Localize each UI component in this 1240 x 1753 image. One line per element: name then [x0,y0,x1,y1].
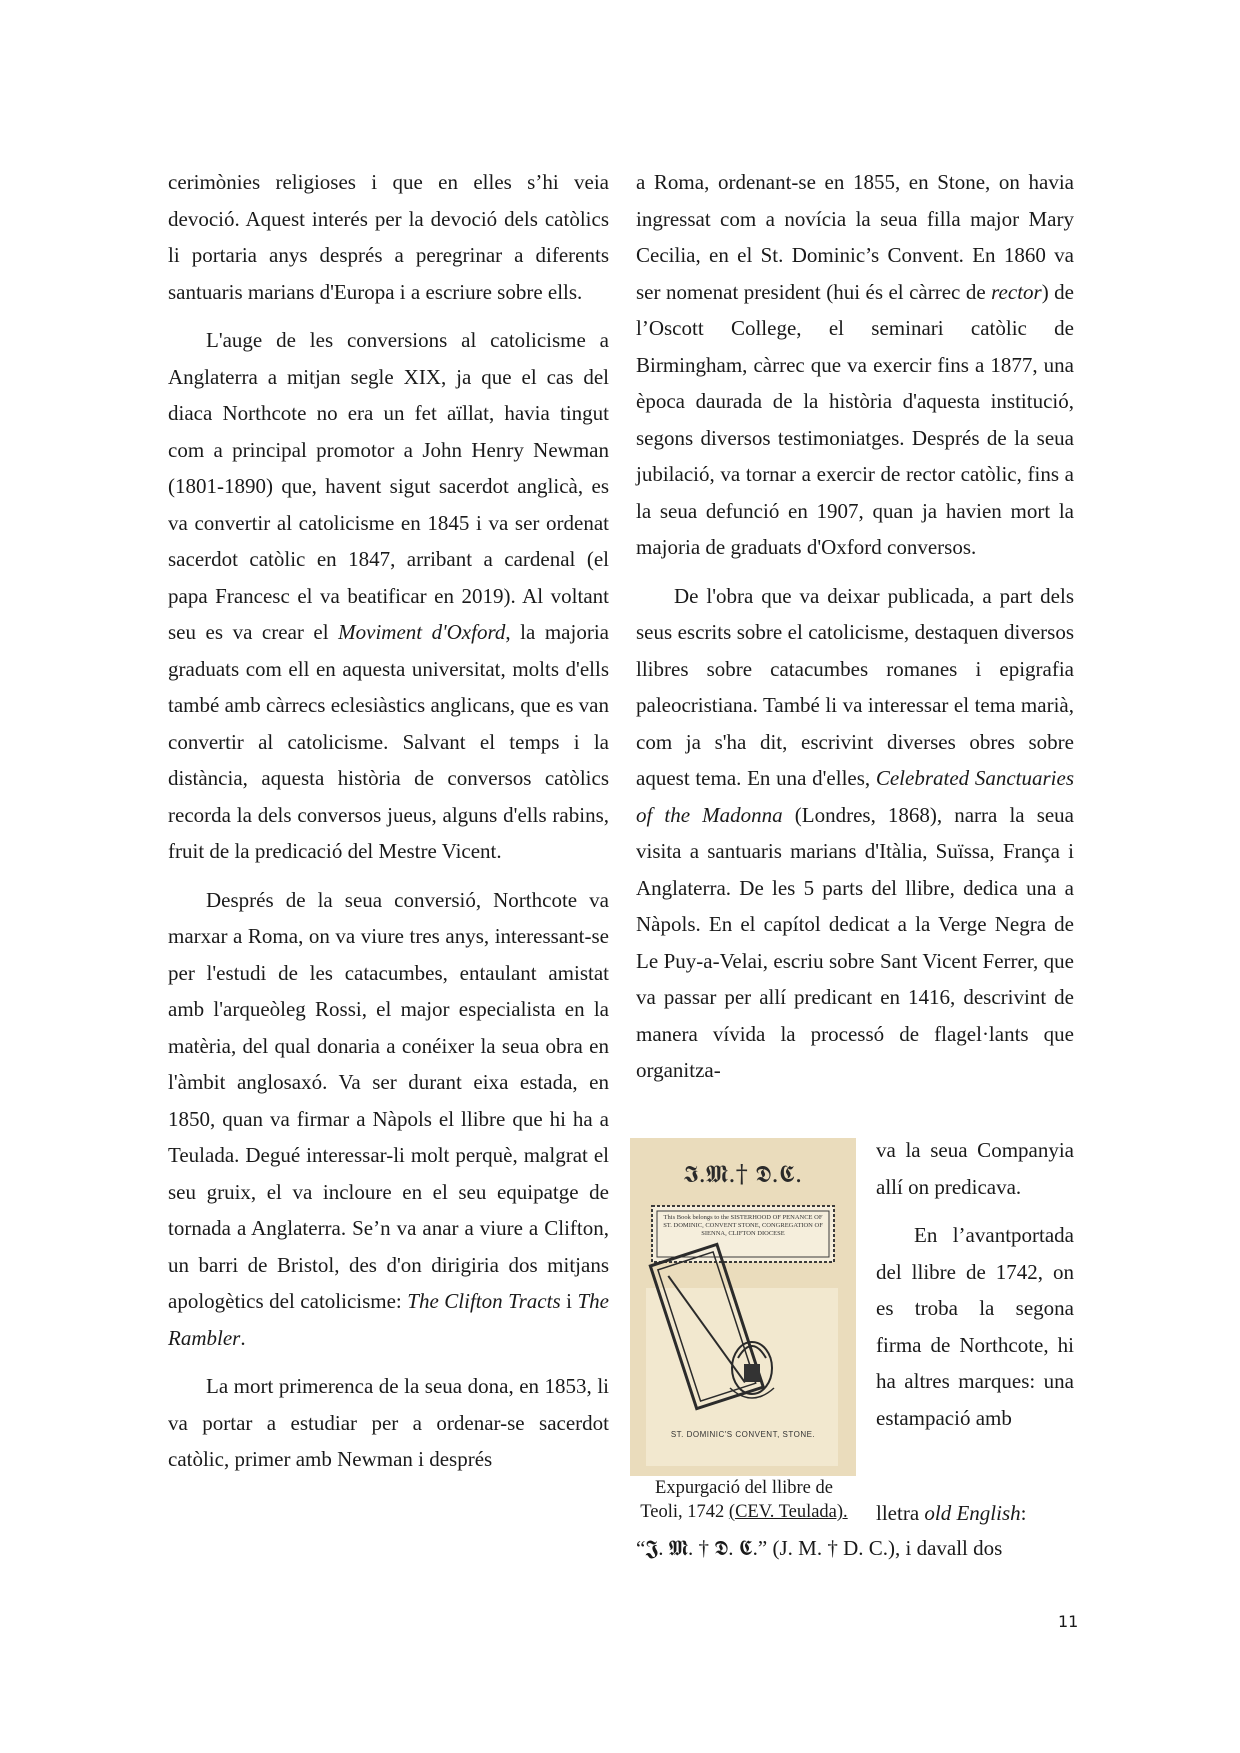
left-column [168,164,609,1490]
bookplate-illustration [630,1138,856,1476]
wrapped-text: va la seua Companyia allí on predicava. En l’avantportada del llibre de 1742, on es troba la segona firma de Northcote, hi ha altres marques: una estampació amb [876,1138,1074,1430]
paragraph: Després de la seua conversió, Northcote va marxar a Roma, on va viure tres anys, interessant-se per l'estudi de les catacumbes, entaulant amistat amb l'arqueòleg Rossi, el major especialista en la matèria, del qual donaria a conéixer la seua obra en l'àmbit anglosaxó. Va ser durant eixa estada, en 1850, quan va firmar a Nàpols el llibre que hi ha a Teulada. Degué interessar-li molt perquè, malgrat el seu gruix, el va incloure en el seu equipatge de tornada a Anglaterra. Se’n va anar a viure a Clifton, un barri de Bristol, des d'on dirigiria dos mitjans apologètics del catolicisme: The Clifton Tracts i The Rambler. [168,887,609,1350]
caption-source: (CEV. Teulada). [728,1502,848,1522]
paragraph: La mort primerenca de la seua dona, en 1853, li va portar a estudiar per a ordenar-se sacerdot catòlic, primer amb Newman i després [168,1374,609,1471]
page-number: 11 [1058,1612,1079,1631]
bookplate-image [630,1138,856,1476]
convent-stamp-text: ST. DOMINIC'S CONVENT, STONE. [670,1430,816,1439]
monogram-text: 𝕴.𝕸.† 𝕯.𝕮. [683,1160,803,1188]
blackletter-monogram: “𝕵. 𝕸. † 𝕯. 𝕮.” [636,1536,768,1560]
paragraph: a Roma, ordenant-se en 1855, en Stone, on havia ingressat com a novícia la seua filla major Mary Cecilia, en el St. Dominic’s Convent. En 1860 va ser nomenat president (hui és el càrrec de rector) de l’Oscott College, el seminari catòlic de Birmingham, càrrec que va exercir fins a 1877, una època daurada de la història d'aquesta institució, segons diversos testimoniatges. Després de la seua jubilació, va tornar a exercir de rector catòlic, fins a la seua defunció en 1907, quan ja havien mort la majoria de graduats d'Oxford conversos. [636,170,1074,559]
ownership-label: This Book belongs to the SISTERHOOD OF PENANCE OF ST. DOMINIC, CONVENT STONE, CONGREGATION OF SIENNA, CLIFTON DIOCESE [663,1214,823,1237]
right-column [636,164,1074,1101]
paragraph: cerimònies religioses i que en elles s’hi veia devoció. Aquest interés per la devoció dels catòlics li portaria anys després a peregrinar a diferents santuaris marians d'Europa i a escriure sobre ells. [168,170,609,304]
last-line: “𝕵. 𝕸. † 𝕯. 𝕮.” (J. M. † D. C.), i davall dos [636,1536,1003,1560]
paragraph: De l'obra que va deixar publicada, a part dels seus escrits sobre el catolicisme, destaquen diversos llibres sobre catacumbes romanes i epigrafia paleocristiana. També li va interessar el tema marià, com ja s'ha dit, escrivint diverses obres sobre aquest tema. En una d'elles, Celebrated Sanctuaries of the Madonna (Londres, 1868), narra la seua visita a santuaris marians d'Itàlia, Suïssa, França i Anglaterra. De les 5 parts del llibre, dedica una a Nàpols. En el capítol dedicat a la Verge Negra de Le Puy-a-Velai, escriu sobre Sant Vicent Ferrer, que va passar per allí predicant en 1416, descrivint de manera vívida la processó de flagel·lants que organitza- [636,583,1075,1082]
figure-caption: Expurgació del llibre de Teoli, 1742 (CEV. Teulada). [640,1478,848,1522]
wrapped-text-end: lletra old English: [876,1501,1027,1525]
paragraph: L'auge de les conversions al catolicisme a Anglaterra a mitjan segle XIX, ja que el cas del diaca Northcote no era un fet aïllat, havia tingut com a principal promotor a John Henry Newman (1801-1890) que, havent sigut sacerdot anglicà, es va convertir al catolicisme en 1845 i va ser ordenat sacerdot catòlic en 1847, arribant a cardenal (el papa Francesc el va beatificar en 2019). Al voltant seu es va crear el Moviment d'Oxford, la majoria graduats com ell en aquesta universitat, molts d'ells també amb càrrecs eclesiàstics anglicans, que es van convertir al catolicisme. Salvant el temps i la distància, aquesta història de conversos catòlics recorda la dels conversos jueus, alguns d'ells rabins, fruit de la predicació del Mestre Vicent. [168,328,609,863]
